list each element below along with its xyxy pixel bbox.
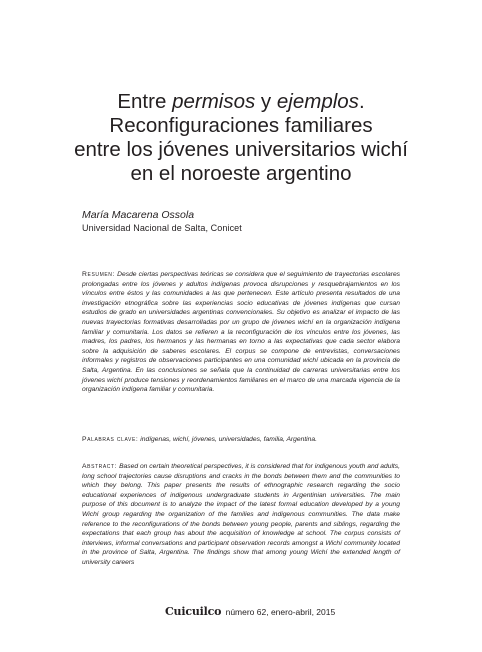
- author-affiliation: Universidad Nacional de Salta, Conicet: [82, 223, 242, 233]
- journal-logo: Cuicuilco: [165, 605, 222, 618]
- keywords-label: Palabras clave:: [82, 436, 139, 443]
- author-name: María Macarena Ossola: [82, 209, 195, 221]
- title-text: Entre: [117, 89, 173, 113]
- resumen-paragraph: [82, 270, 400, 395]
- title-line-4: en el noroeste argentino: [130, 161, 352, 185]
- title-text: y: [255, 89, 277, 113]
- keywords-paragraph: [82, 435, 400, 445]
- abstract-label: Abstract:: [82, 463, 118, 470]
- issue-info: número 62, enero-abril, 2015: [225, 607, 336, 617]
- page-footer: [165, 605, 335, 618]
- title-emphasis-permisos: permisos: [172, 89, 256, 113]
- abstract-paragraph: [82, 462, 400, 568]
- title-line-1: [60, 90, 422, 114]
- keywords-text: indígenas, wichí, jóvenes, universidades, familia, Argentina.: [140, 436, 317, 443]
- title-emphasis-ejemplos: ejemplos: [276, 89, 359, 113]
- resumen-text: Desde ciertas perspectivas teóricas se considera que el seguimiento de trayectorias escolares prolongadas entre los jóvenes y adultos indígenas provoca disrupciones y resquebrajamientos en los vínculos entre éstos y las comunidades a las que pertenecen. Este artículo presenta resultados de una investigación etnográfica sobre las experiencias socio educativas de jóvenes indígenas que cursan estudios de grado en universidades argentinas convencionales. Su objetivo es analizar el impacto de las nuevas trayectorias formativas desarrolladas por un grupo de jóvenes wichí en la organización indígena familiar y comunitaria. Los datos se refieren a la reconfiguración de los vínculos entre los jóvenes, las madres, los padres, los hermanos y las hermanas en torno a las expectativas que cada sector elabora sobre la adquisición de saberes escolares. El corpus se compone de entrevistas, conversaciones informales y registros de observaciones participantes en una comunidad wichí ubicada en la provincia de Salta, Argentina. En las conclusiones se señala que la continuidad de carreras universitarias entre los jóvenes wichí produce tensiones y reordenamientos familiares en el marco de una marcada vigencia de la organización indígena familiar y comunitaria.: [82, 271, 401, 394]
- resumen-label: Resumen:: [82, 271, 115, 278]
- title-text: .: [358, 89, 365, 113]
- title-line-3: entre los jóvenes universitarios wichí: [74, 137, 408, 161]
- title-line-2: Reconfiguraciones familiares: [109, 113, 373, 137]
- abstract-text: Based on certain theoretical perspectives, it is considered that for indigenous youth and adults, long school trajectories cause disruptions and cracks in the bonds between them and the communities to which they belong. This paper presents the results of ethnographic research regarding the socio educational experiences of indigenous undergraduate students in Argentinian universities. The main purpose of this document is to analyze the impact of the latest formal education developed by a young Wichí group regarding the organization of the families and indigenous communities. The data make reference to the reconfigurations of the bonds between young people, parents and siblings, regarding the expectations that each group has about the acquisition of knowledge at school. The corpus consists of interviews, informal conversations and participant observation records amongst a Wichí community located in the province of Salta, Argentina. The findings show that among young Wichí the extended length of university careers: [82, 463, 400, 566]
- article-title: [60, 90, 422, 186]
